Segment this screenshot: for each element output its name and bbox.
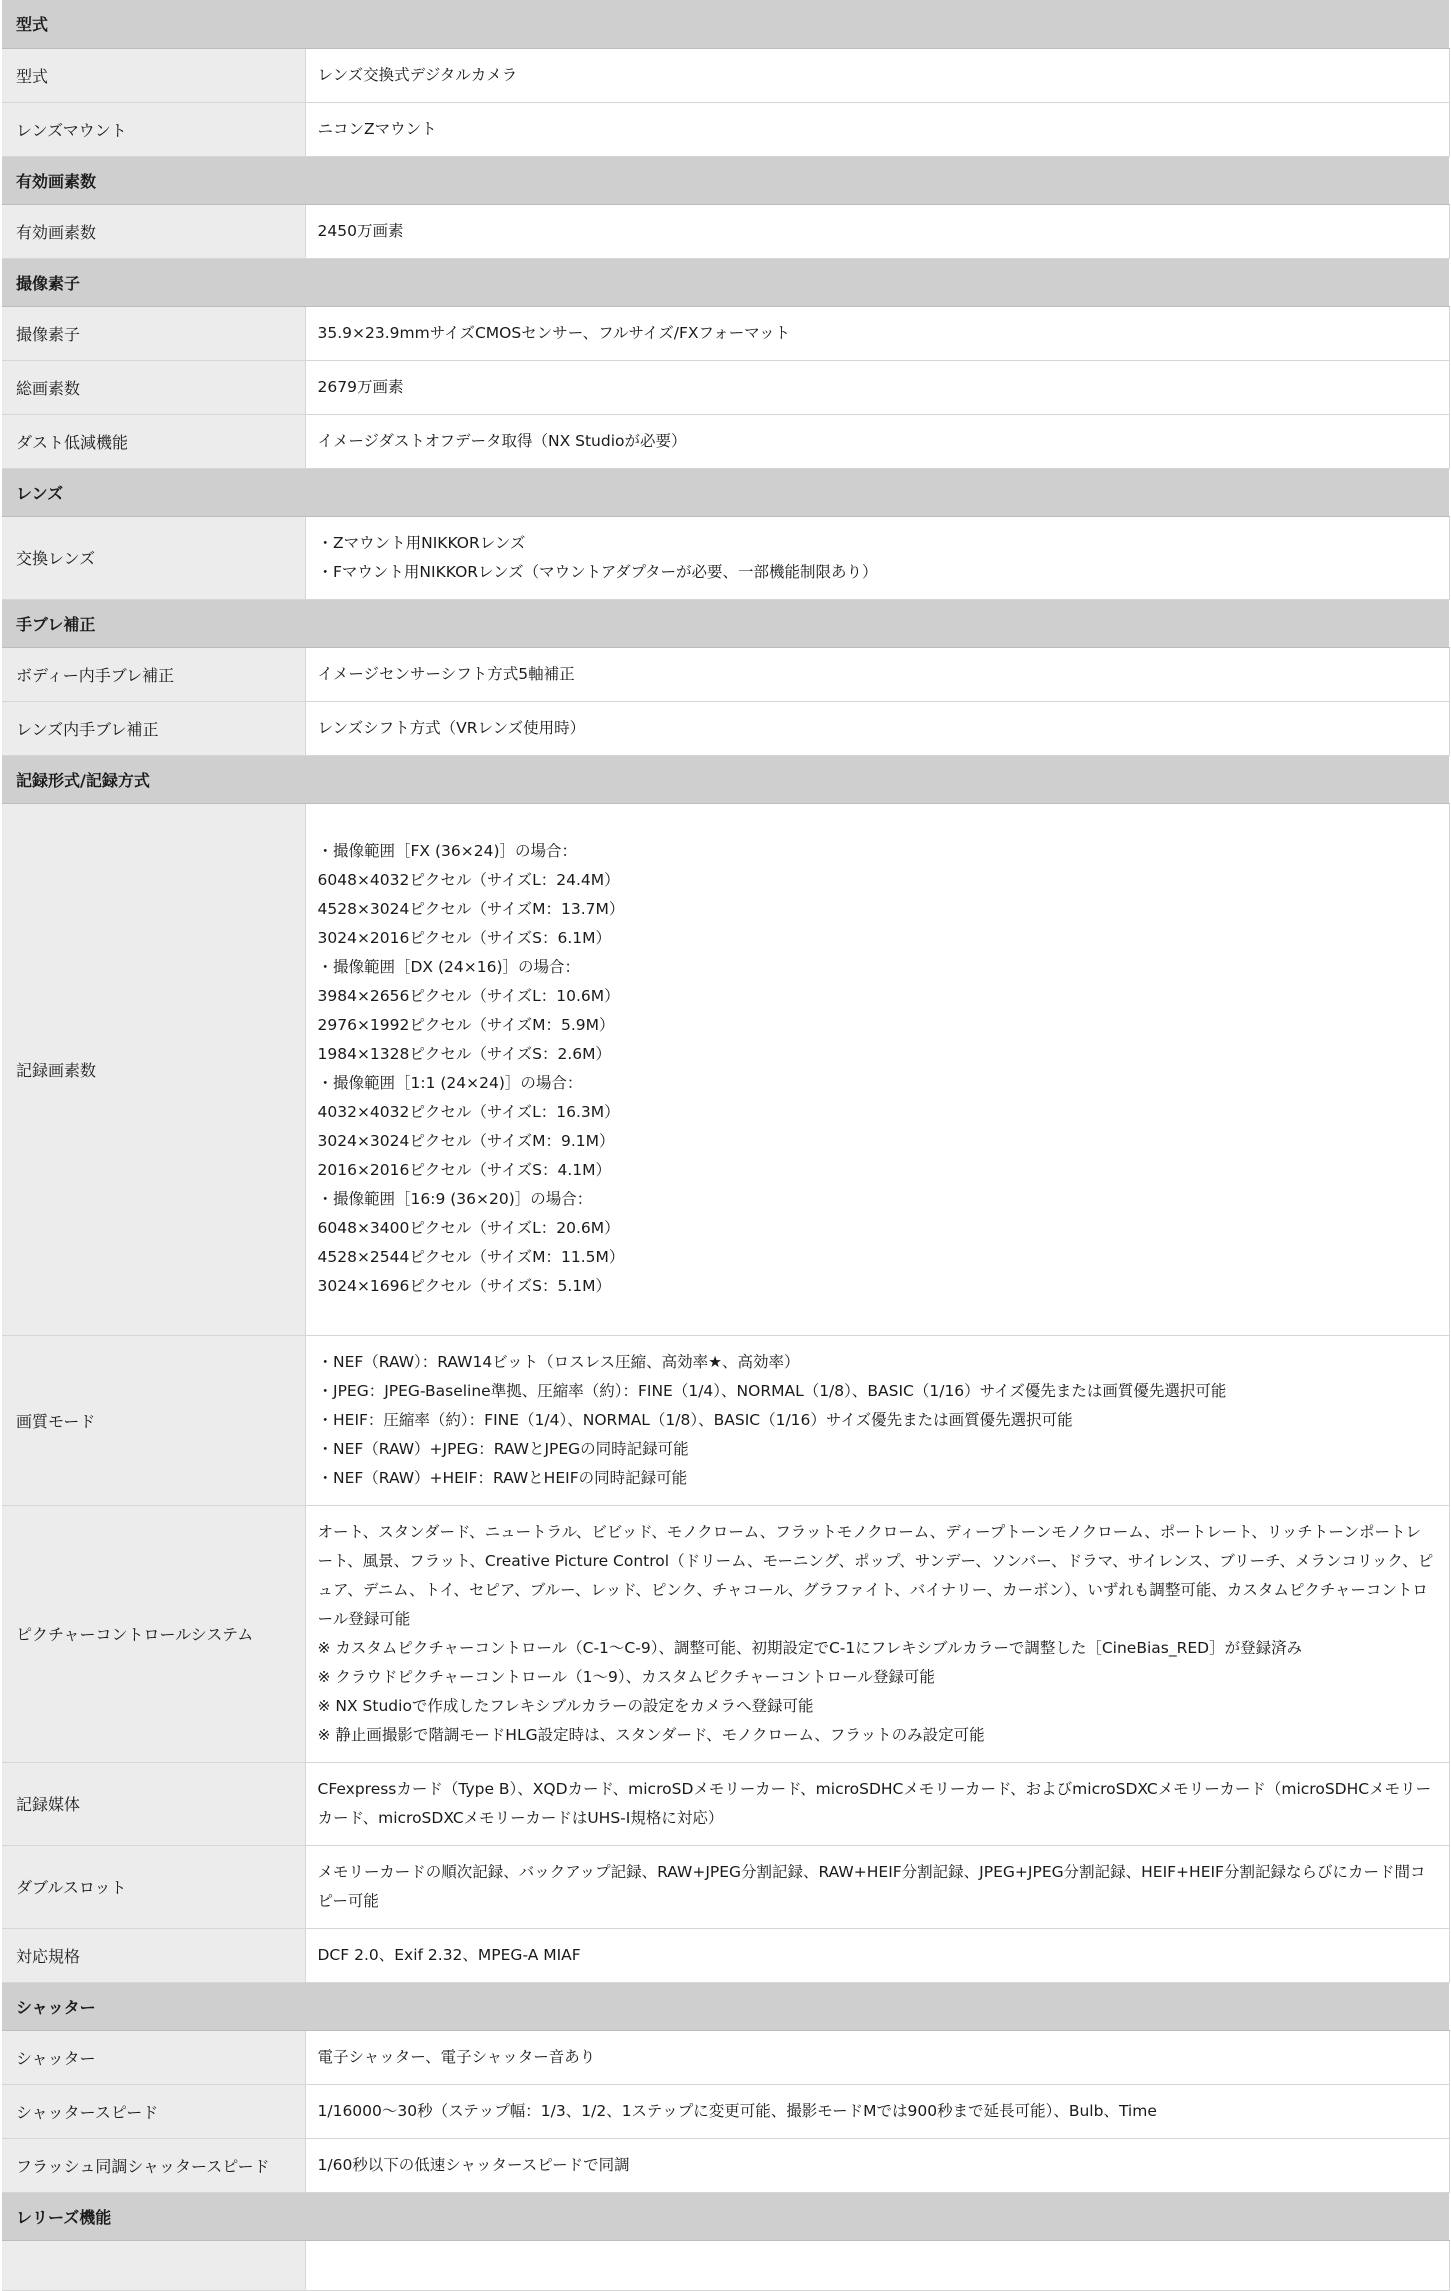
spec-label: 撮像素子 bbox=[2, 306, 305, 360]
spec-value-line: ・JPEG：JPEG-Baseline準拠、圧縮率（約）：FINE（1/4）、NORMAL（1/8）、BASIC（1/16）サイズ優先または画質優先選択可能 bbox=[317, 1381, 1227, 1400]
spec-value bbox=[305, 2138, 1449, 2192]
spec-row bbox=[2, 1335, 1449, 1505]
section-header bbox=[2, 599, 1449, 647]
spec-value bbox=[305, 803, 1449, 1335]
spec-value-line: ※ カスタムピクチャーコントロール（C-1〜C-9）、調整可能、初期設定でC-1にフレキシブルカラーで調整した［CineBias_RED］が登録済み bbox=[317, 1638, 1303, 1657]
spec-value-line: 1984×1328ピクセル（サイズS：2.6M） bbox=[317, 1045, 612, 1063]
section-header bbox=[2, 1982, 1449, 2030]
spec-value-line: CFexpressカード（Type B）、XQDカード、microSDメモリーカード、microSDHCメモリーカード、およびmicroSDXCメモリーカード（microSDHCメモリーカード、microSDXCメモリーカードはUHS-I規格に対応） bbox=[317, 1779, 1432, 1827]
spec-value-line: ・撮像範囲［1:1 (24×24)］の場合： bbox=[317, 1074, 583, 1092]
spec-label bbox=[2, 2240, 305, 2290]
spec-value-line: 4528×3024ピクセル（サイズM：13.7M） bbox=[317, 900, 625, 918]
spec-value-line: 1/60秒以下の低速シャッタースピードで同調 bbox=[317, 2155, 630, 2174]
spec-value-line: ・撮像範囲［DX (24×16)］の場合： bbox=[317, 958, 581, 976]
spec-value bbox=[305, 516, 1449, 599]
spec-value-line: 35.9×23.9mmサイズCMOSセンサー、フルサイズ/FXフォーマット bbox=[317, 323, 791, 342]
spec-value-line: レンズシフト方式（VRレンズ使用時） bbox=[317, 718, 586, 737]
spec-row bbox=[2, 414, 1449, 468]
spec-value-line: イメージセンサーシフト方式5軸補正 bbox=[317, 664, 575, 683]
spec-value-line: 4032×4032ピクセル（サイズL：16.3M） bbox=[317, 1103, 620, 1121]
section-header bbox=[2, 258, 1449, 306]
section-title: 型式 bbox=[2, 0, 1449, 48]
spec-value bbox=[305, 647, 1449, 701]
spec-value bbox=[305, 360, 1449, 414]
spec-value-line: ・NEF（RAW）：RAW14ビット（ロスレス圧縮、高効率★、高効率） bbox=[317, 1352, 800, 1371]
section-title: レンズ bbox=[2, 468, 1449, 516]
spec-label: 対応規格 bbox=[2, 1928, 305, 1982]
spec-value-line: 2679万画素 bbox=[317, 377, 404, 396]
spec-row bbox=[2, 1505, 1449, 1762]
spec-row bbox=[2, 102, 1449, 156]
section-title: レリーズ機能 bbox=[2, 2192, 1449, 2240]
section-header bbox=[2, 755, 1449, 803]
spec-value-line: 3984×2656ピクセル（サイズL：10.6M） bbox=[317, 987, 620, 1005]
spec-label: 総画素数 bbox=[2, 360, 305, 414]
spec-value-line: 3024×2016ピクセル（サイズS：6.1M） bbox=[317, 929, 612, 947]
spec-value bbox=[305, 414, 1449, 468]
spec-value-line: ・Fマウント用NIKKORレンズ（マウントアダプターが必要、一部機能制限あり） bbox=[317, 562, 878, 581]
section-header bbox=[2, 156, 1449, 204]
spec-value bbox=[305, 2030, 1449, 2084]
spec-label: 交換レンズ bbox=[2, 516, 305, 599]
spec-value-line: 2976×1992ピクセル（サイズM：5.9M） bbox=[317, 1016, 615, 1034]
spec-row bbox=[2, 360, 1449, 414]
spec-value-line: ・Zマウント用NIKKORレンズ bbox=[317, 533, 526, 552]
spec-row bbox=[2, 204, 1449, 258]
spec-value bbox=[305, 1845, 1449, 1928]
spec-label: フラッシュ同調シャッタースピード bbox=[2, 2138, 305, 2192]
section-title: シャッター bbox=[2, 1982, 1449, 2030]
spec-value-line: ・撮像範囲［FX (36×24)］の場合： bbox=[317, 842, 577, 860]
spec-value bbox=[305, 306, 1449, 360]
spec-row bbox=[2, 803, 1449, 1335]
spec-label: レンズ内手ブレ補正 bbox=[2, 701, 305, 755]
spec-label: 型式 bbox=[2, 48, 305, 102]
section-title: 記録形式/記録方式 bbox=[2, 755, 1449, 803]
spec-value bbox=[305, 204, 1449, 258]
spec-value-line: ※ NX Studioで作成したフレキシブルカラーの設定をカメラへ登録可能 bbox=[317, 1696, 814, 1715]
spec-row bbox=[2, 1762, 1449, 1845]
spec-row bbox=[2, 516, 1449, 599]
spec-value bbox=[305, 102, 1449, 156]
spec-row bbox=[2, 48, 1449, 102]
section-title: 有効画素数 bbox=[2, 156, 1449, 204]
spec-value-line: 2016×2016ピクセル（サイズS：4.1M） bbox=[317, 1161, 612, 1179]
spec-value-line: 4528×2544ピクセル（サイズM：11.5M） bbox=[317, 1248, 625, 1266]
spec-label: 有効画素数 bbox=[2, 204, 305, 258]
spec-label: 画質モード bbox=[2, 1335, 305, 1505]
spec-value-line: 3024×3024ピクセル（サイズM：9.1M） bbox=[317, 1132, 615, 1150]
spec-value bbox=[305, 48, 1449, 102]
section-header bbox=[2, 2192, 1449, 2240]
spec-value bbox=[305, 1335, 1449, 1505]
spec-value-line: ・NEF（RAW）+JPEG：RAWとJPEGの同時記録可能 bbox=[317, 1439, 689, 1458]
spec-table bbox=[2, 0, 1450, 2291]
spec-value-line: ※ クラウドピクチャーコントロール（1〜9）、カスタムピクチャーコントロール登録可能 bbox=[317, 1667, 935, 1686]
spec-label: 記録媒体 bbox=[2, 1762, 305, 1845]
spec-row bbox=[2, 1845, 1449, 1928]
spec-value-line: 3024×1696ピクセル（サイズS：5.1M） bbox=[317, 1277, 612, 1295]
spec-value-line: メモリーカードの順次記録、バックアップ記録、RAW+JPEG分割記録、RAW+HEIF分割記録、JPEG+JPEG分割記録、HEIF+HEIF分割記録ならびにカード間コピー可能 bbox=[317, 1862, 1426, 1910]
spec-label: レンズマウント bbox=[2, 102, 305, 156]
spec-value bbox=[305, 1928, 1449, 1982]
spec-value-line: ・HEIF：圧縮率（約）：FINE（1/4）、NORMAL（1/8）、BASIC（1/16）サイズ優先または画質優先選択可能 bbox=[317, 1410, 1073, 1429]
spec-value bbox=[305, 2240, 1449, 2290]
spec-label: 記録画素数 bbox=[2, 803, 305, 1335]
spec-value-line: ニコンZマウント bbox=[317, 119, 437, 138]
spec-value-line: イメージダストオフデータ取得（NX Studioが必要） bbox=[317, 431, 687, 450]
spec-label: シャッタースピード bbox=[2, 2084, 305, 2138]
spec-value bbox=[305, 1762, 1449, 1845]
spec-label: ピクチャーコントロールシステム bbox=[2, 1505, 305, 1762]
spec-value bbox=[305, 701, 1449, 755]
spec-value-line: レンズ交換式デジタルカメラ bbox=[317, 65, 518, 84]
spec-value-line: ・撮像範囲［16:9 (36×20)］の場合： bbox=[317, 1190, 593, 1208]
spec-table-body bbox=[2, 0, 1449, 2290]
spec-value-line: ※ 静止画撮影で階調モードHLG設定時は、スタンダード、モノクローム、フラットのみ設定可能 bbox=[317, 1725, 985, 1744]
spec-value-line: 6048×4032ピクセル（サイズL：24.4M） bbox=[317, 871, 620, 889]
spec-value-line: ・NEF（RAW）+HEIF：RAWとHEIFの同時記録可能 bbox=[317, 1468, 688, 1487]
spec-label: シャッター bbox=[2, 2030, 305, 2084]
spec-value-line: 2450万画素 bbox=[317, 221, 404, 240]
spec-row bbox=[2, 1928, 1449, 1982]
spec-value bbox=[305, 2084, 1449, 2138]
section-header bbox=[2, 468, 1449, 516]
spec-label: ボディー内手ブレ補正 bbox=[2, 647, 305, 701]
section-title: 手ブレ補正 bbox=[2, 599, 1449, 647]
spec-value-line: 電子シャッター、電子シャッター音あり bbox=[317, 2047, 596, 2066]
spec-value bbox=[305, 1505, 1449, 1762]
spec-label: ダスト低減機能 bbox=[2, 414, 305, 468]
spec-row bbox=[2, 2084, 1449, 2138]
spec-row bbox=[2, 2030, 1449, 2084]
spec-value-line: 6048×3400ピクセル（サイズL：20.6M） bbox=[317, 1219, 620, 1237]
spec-value-line: DCF 2.0、Exif 2.32、MPEG-A MIAF bbox=[317, 1945, 581, 1964]
spec-row bbox=[2, 306, 1449, 360]
spec-row bbox=[2, 2138, 1449, 2192]
spec-value-line: オート、スタンダード、ニュートラル、ビビッド、モノクローム、フラットモノクローム、ディープトーンモノクローム、ポートレート、リッチトーンポートレート、風景、フラット、Creative Picture Control（ドリーム、モーニング、ポップ、サンデー、ソンバー、ドラマ、サイレンス、ブリーチ、メランコリック、ピュア、デニム、トイ、セピア、ブルー、レッド、ピンク、チャコール、グラファイト、バイナリー、カーボン）、いずれも調整可能、カスタムピクチャーコントロール登録可能 bbox=[317, 1522, 1434, 1628]
spec-row bbox=[2, 701, 1449, 755]
spec-row bbox=[2, 2240, 1449, 2290]
section-title: 撮像素子 bbox=[2, 258, 1449, 306]
spec-value-line: 1/16000〜30秒（ステップ幅：1/3、1/2、1ステップに変更可能、撮影モードMでは900秒まで延長可能）、Bulb、Time bbox=[317, 2101, 1157, 2120]
spec-row bbox=[2, 647, 1449, 701]
section-header bbox=[2, 0, 1449, 48]
spec-label: ダブルスロット bbox=[2, 1845, 305, 1928]
